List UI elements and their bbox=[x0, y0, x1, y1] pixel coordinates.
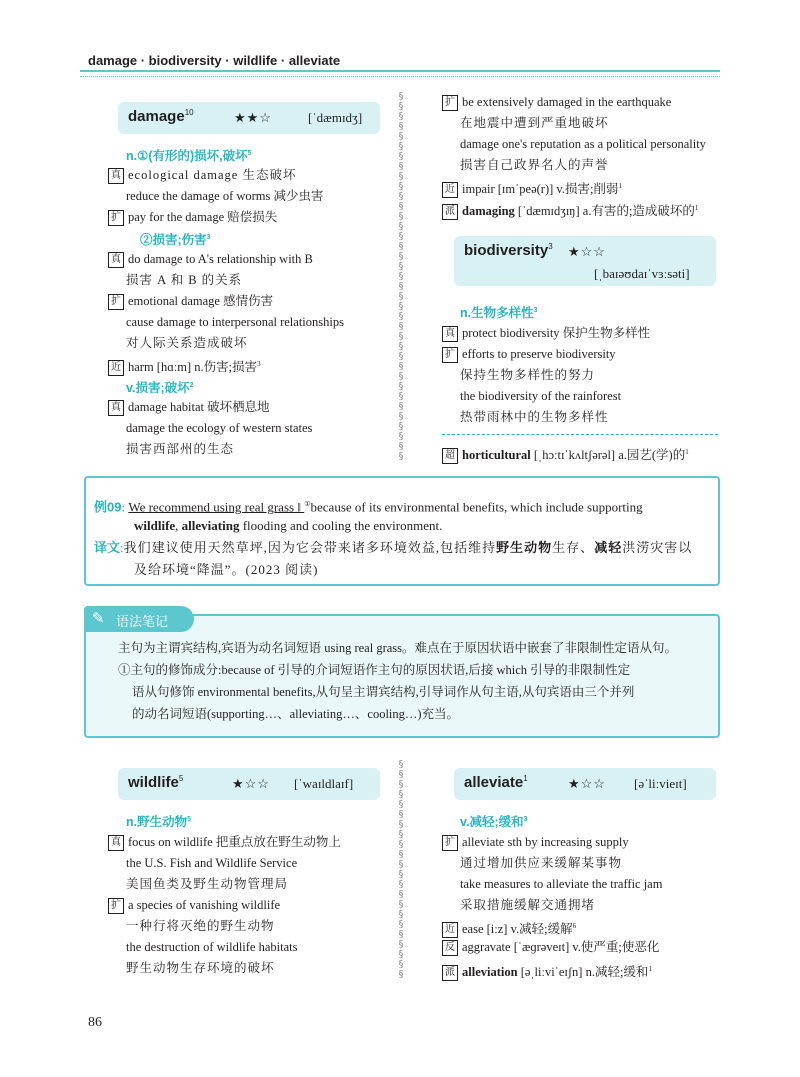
page-number: 86 bbox=[88, 1015, 102, 1030]
entry-line: reduce the damage of worms 减少虫害 bbox=[126, 189, 324, 203]
entry-line: 反 aggravate [ˈæɡrəveɪt] v.使严重;使恶化 bbox=[442, 939, 659, 956]
pos-heading: n.生物多样性$^3$ bbox=[460, 306, 538, 321]
translation-label: 译文 bbox=[94, 540, 121, 555]
entry-line: 近 ease [iːz] v.减轻;缓解$^6$ bbox=[442, 918, 576, 938]
tag-extend-icon: 扩 bbox=[442, 347, 458, 363]
star-rating: ★☆☆ bbox=[232, 776, 270, 791]
tag-synonym-icon: 近 bbox=[442, 922, 458, 938]
headword: wildlife$^5$ bbox=[128, 774, 184, 791]
tag-real-icon: 真 bbox=[442, 326, 458, 342]
tag-synonym-icon: 近 bbox=[442, 182, 458, 198]
tag-extend-icon: 扩 bbox=[108, 898, 124, 914]
pos-heading: ②损害;伤害$^3$ bbox=[140, 233, 211, 248]
entry-line: 真 ecological damage 生态破坏 bbox=[108, 167, 296, 184]
grammar-text: ①主句的修饰成分:because of 引导的介词短语作主句的原因状语,后接 which 引导的非限制性定 bbox=[118, 663, 631, 677]
grammar-text: 的动名词短语(supporting…、alleviating…、cooling…)充当。 bbox=[132, 707, 460, 721]
tag-real-icon: 真 bbox=[108, 835, 124, 851]
phonetic: [əˈliːvieɪt] bbox=[634, 776, 687, 791]
grammar-text: 语从句修饰 environmental benefits,从句呈主谓宾结构,引导词作从句主语,从句宾语由三个并列 bbox=[132, 685, 635, 699]
entry-line: the destruction of wildlife habitats bbox=[126, 940, 298, 954]
entry-line: 真 protect biodiversity 保护生物多样性 bbox=[442, 325, 650, 342]
entry-line: 近 harm [hɑːm] n.伤害;损害$^3$ bbox=[108, 356, 261, 376]
entry-line: damage one's reputation as a political personality bbox=[460, 137, 706, 151]
entry-line: 保持生物多样性的努力 bbox=[460, 368, 596, 382]
entry-line: 扩 pay for the damage 赔偿损失 bbox=[108, 209, 277, 226]
tag-extend-icon: 扩 bbox=[442, 95, 458, 111]
tag-antonym-icon: 反 bbox=[442, 940, 458, 956]
tag-derived-icon: 派 bbox=[442, 204, 458, 220]
example-label: 例09 bbox=[94, 499, 122, 515]
tag-synonym-icon: 近 bbox=[108, 360, 124, 376]
pos-heading: n.野生动物$^5$ bbox=[126, 815, 192, 830]
column-divider: § § § § § § § § § § § § § § § § § § § § § § bbox=[398, 760, 404, 980]
phonetic: [ˈdæmɪdʒ] bbox=[308, 110, 363, 125]
pen-icon: ✎ bbox=[92, 609, 105, 627]
entry-line: 对人际关系造成破坏 bbox=[126, 336, 248, 350]
tag-real-icon: 真 bbox=[108, 252, 124, 268]
entry-line: the U.S. Fish and Wildlife Service bbox=[126, 856, 298, 870]
star-rating: ★☆☆ bbox=[568, 244, 606, 259]
tag-real-icon: 真 bbox=[108, 168, 124, 184]
alleviate-headword-box bbox=[454, 768, 716, 800]
entry-line: 损害 A 和 B 的关系 bbox=[126, 273, 243, 287]
dashed-separator bbox=[442, 434, 718, 435]
entry-line: 超 horticultural [ˌhɔːtɪˈkʌltʃərəl] a.园艺(学)的$^1$ bbox=[442, 444, 689, 464]
grammar-notes-title: ✎ 语法笔记 bbox=[84, 606, 194, 632]
entry-line: 扩 alleviate sth by increasing supply bbox=[442, 834, 629, 851]
tag-super-icon: 超 bbox=[442, 448, 458, 464]
translation-line1: 译文:我们建议使用天然草坪,因为它会带来诸多环境效益,包括维持野生动物生存、减轻洪涝灾害以 bbox=[94, 540, 693, 555]
entry-line: 扩 a species of vanishing wildlife bbox=[108, 897, 280, 914]
star-rating: ★☆☆ bbox=[568, 776, 606, 791]
header-rule bbox=[80, 70, 720, 77]
headword: biodiversity$^3$ bbox=[464, 242, 553, 259]
tag-derived-icon: 派 bbox=[442, 965, 458, 981]
entry-line: 损害自己政界名人的声誉 bbox=[460, 158, 609, 172]
pos-heading: v.损害;破坏$^2$ bbox=[126, 381, 194, 396]
example-english-line2: wildlife, alleviating flooding and cooling the environment. bbox=[134, 518, 443, 533]
damage-headword-box bbox=[118, 102, 380, 134]
entry-line: 扩 emotional damage 感情伤害 bbox=[108, 293, 273, 310]
entry-line: the biodiversity of the rainforest bbox=[460, 389, 622, 403]
entry-line: 近 impair [ɪmˈpeə(r)] v.损害;削弱$^1$ bbox=[442, 178, 622, 198]
phonetic: [ˌbaɪəʊdaɪˈvɜːsəti] bbox=[594, 266, 690, 281]
entry-line: 真 damage habitat 破坏栖息地 bbox=[108, 399, 270, 416]
column-divider: § § § § § § § § § § § § § § § § § § § § § § § § § § § § § § § § § § § § § bbox=[398, 92, 404, 462]
entry-line: 派 alleviation [əˌliːviˈeɪʃn] n.减轻;缓和$^1$ bbox=[442, 961, 652, 981]
entry-line: 真 focus on wildlife 把重点放在野生动物上 bbox=[108, 834, 341, 851]
entry-line: take measures to alleviate the traffic jam bbox=[460, 877, 663, 891]
entry-line: 野生动物生存环境的破坏 bbox=[126, 961, 275, 975]
pos-heading: v.减轻;缓和$^3$ bbox=[460, 815, 528, 830]
biodiversity-headword-box bbox=[454, 236, 716, 286]
grammar-text: 主句为主谓宾结构,宾语为动名词短语 using real grass。难点在于原因状语中嵌套了非限制性定语从句。 bbox=[118, 641, 678, 655]
tag-real-icon: 真 bbox=[108, 400, 124, 416]
wildlife-headword-box bbox=[118, 768, 380, 800]
entry-line: 采取措施缓解交通拥堵 bbox=[460, 898, 596, 912]
running-header: damage · biodiversity · wildlife · alleviate bbox=[88, 53, 341, 68]
headword: alleviate$^1$ bbox=[464, 774, 528, 791]
star-rating: ★★☆ bbox=[234, 110, 272, 125]
entry-line: 热带雨林中的生物多样性 bbox=[460, 410, 609, 424]
entry-line: 美国鱼类及野生动物管理局 bbox=[126, 877, 289, 891]
entry-line: 扩 be extensively damaged in the earthquake bbox=[442, 94, 671, 111]
entry-line: 一种行将灭绝的野生动物 bbox=[126, 919, 275, 933]
tag-extend-icon: 扩 bbox=[108, 210, 124, 226]
entry-line: 派 damaging [ˈdæmɪdʒɪŋ] a.有害的;造成破坏的$^1$ bbox=[442, 200, 698, 220]
entry-line: 通过增加供应来缓解某事物 bbox=[460, 856, 623, 870]
tag-extend-icon: 扩 bbox=[442, 835, 458, 851]
example-english-line1: 例09: We recommend using real grass ‖ ①because of its environmental benefits, which include supporting bbox=[94, 499, 643, 515]
entry-line: 在地震中遭到严重地破坏 bbox=[460, 116, 609, 130]
headword: damage$^{10}$ bbox=[128, 108, 194, 125]
tag-extend-icon: 扩 bbox=[108, 294, 124, 310]
entry-line: damage the ecology of western states bbox=[126, 421, 313, 435]
phonetic: [ˈwaɪldlaɪf] bbox=[294, 776, 354, 791]
pos-heading: n.①(有形的)损坏,破坏$^5$ bbox=[126, 149, 252, 164]
entry-line: cause damage to interpersonal relationships bbox=[126, 315, 344, 329]
translation-line2: 及给环境“降温”。(2023 阅读) bbox=[134, 562, 319, 577]
entry-line: 损害西部州的生态 bbox=[126, 442, 235, 456]
entry-line: 真 do damage to A's relationship with B bbox=[108, 251, 313, 268]
entry-line: 扩 efforts to preserve biodiversity bbox=[442, 346, 616, 363]
